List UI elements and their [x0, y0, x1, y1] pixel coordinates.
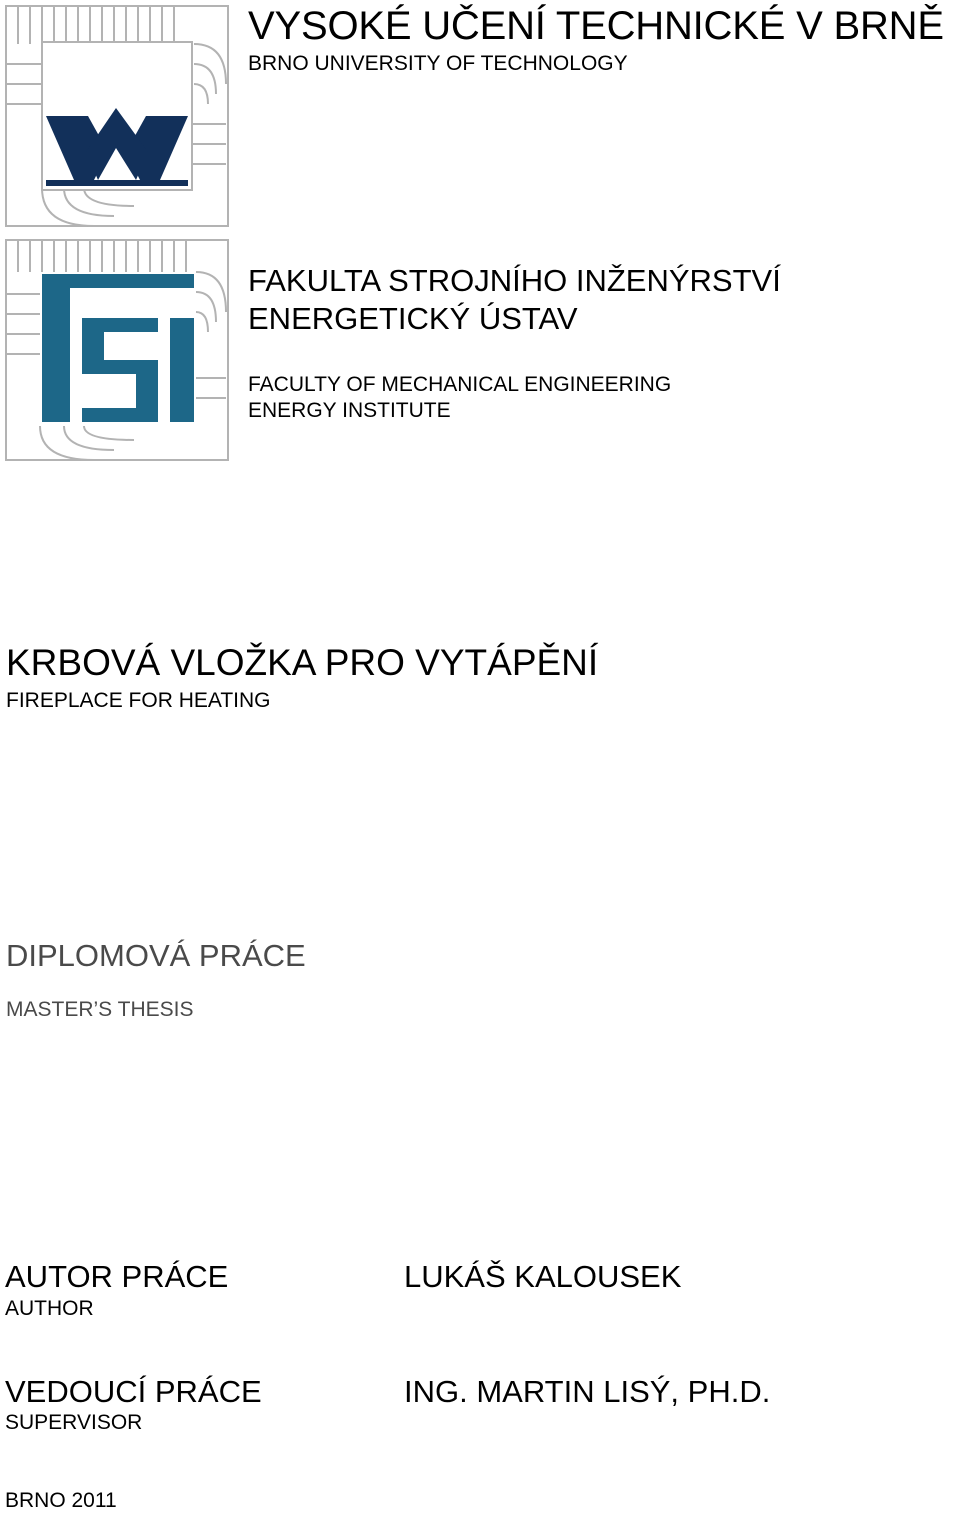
supervisor-label: VEDOUCÍ PRÁCE: [5, 1374, 262, 1409]
institute-name: ENERGETICKÝ ÚSTAV: [248, 301, 578, 336]
institute-name-en: ENERGY INSTITUTE: [248, 399, 451, 422]
university-name: VYSOKÉ UČENÍ TECHNICKÉ V BRNĚ: [248, 4, 944, 48]
supervisor-name: ING. MARTIN LISÝ, PH.D.: [404, 1374, 771, 1409]
author-label-en: AUTHOR: [5, 1297, 94, 1320]
place-year: BRNO 2011: [5, 1489, 117, 1512]
author-label: AUTOR PRÁCE: [5, 1259, 229, 1294]
author-name: LUKÁŠ KALOUSEK: [404, 1259, 682, 1294]
thesis-type-en: MASTER’S THESIS: [6, 998, 194, 1021]
fsi-logo: [4, 238, 230, 464]
fsi-logo-graphic: [4, 238, 230, 464]
vut-logo-graphic: [4, 4, 230, 228]
university-name-en: BRNO UNIVERSITY OF TECHNOLOGY: [248, 52, 628, 75]
faculty-name: FAKULTA STROJNÍHO INŽENÝRSTVÍ: [248, 263, 781, 298]
faculty-name-en: FACULTY OF MECHANICAL ENGINEERING: [248, 373, 672, 396]
vut-logo: [4, 4, 230, 228]
thesis-title-en: FIREPLACE FOR HEATING: [6, 689, 271, 712]
supervisor-label-en: SUPERVISOR: [5, 1411, 143, 1434]
thesis-title: KRBOVÁ VLOŽKA PRO VYTÁPĚNÍ: [6, 642, 599, 683]
thesis-type: DIPLOMOVÁ PRÁCE: [6, 938, 306, 973]
